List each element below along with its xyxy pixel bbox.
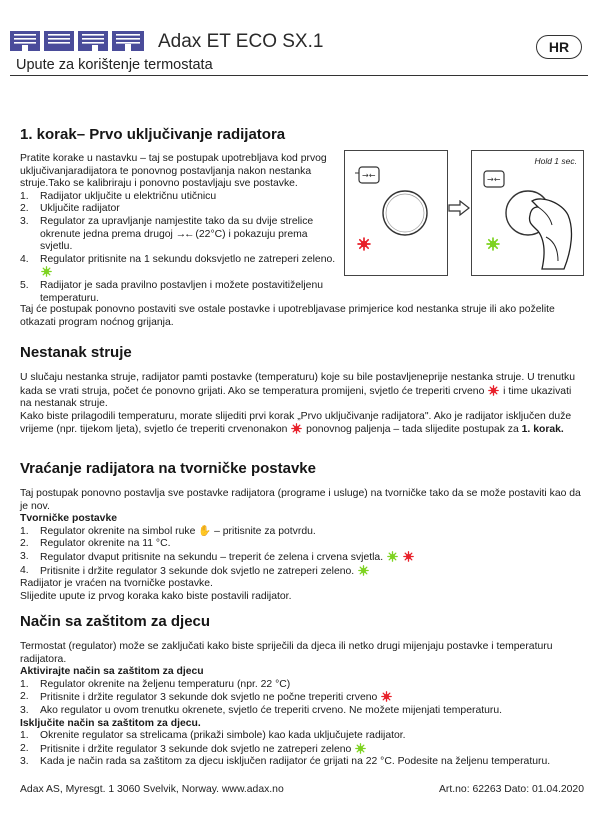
power-outage-p1: U slučaju nestanka struje, radijator pamti postavke (temperaturu) koje su bile postavljeneprije nestanka struje. U trenutku kada se vrati struja, počet će ponovno grijati. Ako se temperatura promijeni, svjetlo će treperiti crveno i time ukazivati na nestanak struje. [20,372,576,410]
product-title: Adax ET ECO SX.1 [158,31,324,52]
language-badge [536,35,582,59]
child-lock-intro: Termostat (regulator) može se zaključati kako biste spriječili da djeca ili netko drugi mijenjaju postavke i temperaturu radijatora. [20,641,553,665]
svg-text:→←: →← [362,171,376,180]
red-light-icon [403,551,414,562]
green-light-icon [387,551,398,562]
first-start-steps [20,191,342,305]
list-item: 1. Radijator uključite u električnu utičnicu [20,190,217,202]
footer-article-date: Art.no: 62263 Dato: 01.04.2020 [438,784,584,795]
list-item: 5. Radijator je sada pravilno postavljen i možete postavitiželjenu temperaturu. [20,279,324,304]
green-light-icon [487,238,499,250]
red-light-icon [358,238,370,250]
list-item: 3. Kada je način rada sa zaštitom za djecu isključen radijator će grijati na 22 °C. Podesite na željenu temperaturu. [20,756,551,768]
language-code: HR [548,39,570,55]
list-item: 3. Regulator za upravljanje namjestite tako da su dvije strelice okrenute jedna prema drugoj →← (22°C) i pokazuju prema svjetlu. [20,215,314,253]
green-light-icon [358,565,369,576]
brand-logo [10,31,144,56]
page-subtitle: Upute za korištenje termostata [16,57,213,73]
first-start-intro: Pratite korake u nastavku – taj se postupak upotrebljava kod prvog uključivanjaradijatora te ponovnog postavljanja nakon nestanka struje.Tako se kalibriraju i ponovno postavljaju sve postavke. [20,153,327,190]
list-item: 1. Okrenite regulator sa strelicama (prikaži simbole) kao kada uključujete radijator. [20,730,406,742]
factory-reset-subhead: Tvorničke postavke [20,513,118,525]
list-item: 3. Regulator dvaput pritisnite na sekundu – treperit će zelena i crvena svjetla. [20,551,582,565]
red-light-icon [488,385,499,396]
section-first-start-title: 1. korak– Prvo uključivanje radijatora [20,126,286,143]
section-factory-reset-title: Vraćanje radijatora na tvorničke postavke [20,460,316,477]
section-child-lock-body [20,641,582,769]
factory-reset-steps [20,526,582,578]
list-item: 4. Pritisnite i držite regulator 3 sekunde dok svjetlo ne zatreperi zeleno. [20,565,582,579]
illustration-knob-press [471,150,584,276]
red-light-icon [381,691,392,702]
illustration-knob-initial [344,150,448,276]
header-divider [10,75,588,76]
list-item: 2. Uključite radijator [20,203,120,215]
next-arrow-icon [448,200,470,221]
list-item: 2. Pritisnite i držite regulator 3 sekunde dok svjetlo ne počne treperiti crveno [20,691,582,705]
red-light-icon [291,423,302,434]
list-item: 1. Regulator okrenite na simbol ruke ✋ – pritisnite za potvrdu. [20,525,316,537]
factory-reset-outro-1: Radijator je vraćen na tvorničke postavke. [20,578,213,590]
child-lock-deactivate-steps [20,730,582,769]
power-outage-p2: Kako biste prilagodili temperaturu, morate slijediti prvi korak „Prvo uključivanje radijatora". Ako je radijator isključen duže vrijeme (npr. tijekom ljeta), svjetlo će treperiti crvenonakon ponovnog paljenja – tada slijedite postupak za 1. korak. [20,410,572,436]
factory-reset-intro: Taj postupak ponovno postavlja sve postavke radijatora (programe i usluge) na tvorničke tako da se može postaviti kao da je nov. [20,488,581,512]
arrows-toward-icon: →← [175,228,193,240]
child-lock-activate-subhead: Aktivirajte način sa zaštitom za djecu [20,666,204,678]
svg-text:→←: →← [487,175,501,184]
list-item: 2. Regulator okrenite na 11 °C. [20,538,171,550]
section-child-lock-title: Način sa zaštitom za djecu [20,613,211,630]
footer-address: Adax AS, Myresgt. 1 3060 Svelvik, Norway. www.adax.no [20,784,284,795]
list-item: 1. Regulator okrenite na željenu temperaturu (npr. 22 °C) [20,678,291,690]
list-item: 2. Pritisnite i držite regulator 3 sekunde dok svjetlo ne zatreperi zeleno [20,743,582,757]
list-item: 4. Regulator pritisnite na 1 sekundu doksvjetlo ne zatreperi zeleno. [20,254,342,280]
hand-icon: ✋ [198,525,212,537]
hold-label: Hold 1 sec. [534,156,577,166]
section-power-outage-title: Nestanak struje [20,344,132,361]
first-start-after: Taj će postupak ponovno postaviti sve ostale postavke i upotrebljavase primjerice kod nestanka struje ili ako poželite otkazati program noćnog grijanja. [20,304,555,328]
section-power-outage-body [20,372,580,437]
list-item: 3. Ako regulator u ovom trenutku okrenete, svjetlo će treperiti crveno. Ne možete mijenjati temperaturu. [20,704,503,716]
child-lock-activate-steps [20,679,582,718]
adax-logo-icon [10,31,144,51]
green-light-icon [41,266,52,277]
child-lock-deactivate-subhead: Isključite način sa zaštitom za djecu. [20,717,201,729]
factory-reset-outro-2: Slijedite upute iz prvog koraka kako biste postavili radijator. [20,590,292,602]
section-first-start-body [20,153,342,305]
green-light-icon [355,743,366,754]
section-factory-reset-body [20,488,582,603]
